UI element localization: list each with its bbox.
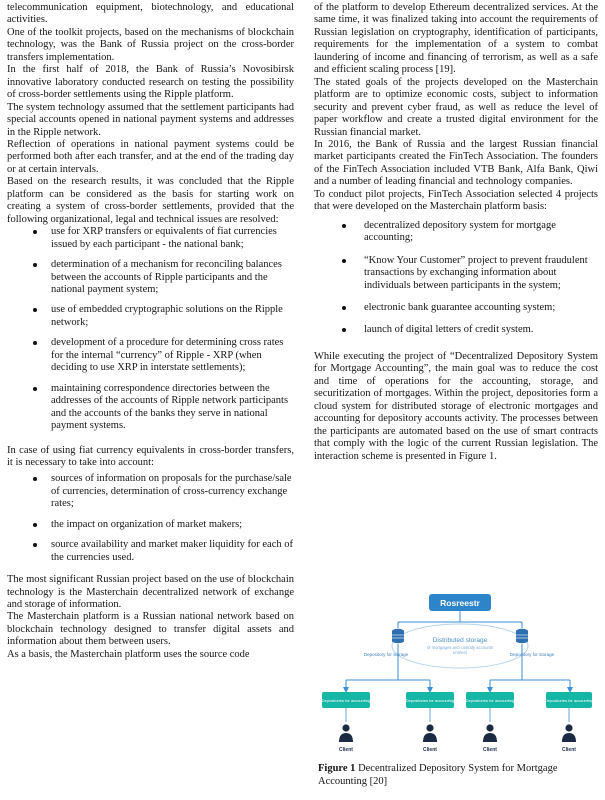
list-item: sources of information on proposals for the purchase/sale of currencies, determination of cross-currency exchange rates; <box>7 473 294 510</box>
paragraph: While executing the project of “Decentralized Depository System for Mortgage Accounting”, the main goal was to reduce the cost and time of operations for the accounting, storage, and securitization of mortgages. Within the project, depositories form a cloud system for distributed storage of electronic mortgages and accounting for depository accounts activity. The processes between the participants are automated based on the use of smart contracts that comply with the logic of the current Russian legislation. The interaction scheme is presented in Figure 1. <box>314 350 598 462</box>
paragraph: The most significant Russian project based on the use of blockchain technology is the Masterchain decentralized network of exchange and storage of information. <box>7 574 294 611</box>
depository-box-label: Depositories for accounting <box>321 698 371 703</box>
figure-caption-text: Decentralized Depository System for Mortgage Accounting [20] <box>318 763 558 787</box>
list-item: maintaining correspondence directories between the addresses of the accounts of Ripple network participants and the accounts of the banks they serve in national payment systems. <box>7 383 294 433</box>
storage-title: Distributed storage <box>432 637 488 644</box>
list-item: launch of digital letters of credit system. <box>314 324 598 336</box>
database-icon <box>516 629 528 643</box>
list-item: source availability and market maker liquidity for each of the currencies used. <box>7 539 294 564</box>
list-item: “Know Your Customer” project to prevent fraudulent transactions by exchanging information about individuals between participants in the system; <box>314 255 598 292</box>
paragraph: In case of using fiat currency equivalents in cross-border transfers, it is necessary to take into account: <box>7 444 294 468</box>
depository-box-label: Depositories for accounting <box>544 698 594 703</box>
right-column <box>314 2 598 463</box>
bullet-list-considerations <box>7 473 294 564</box>
person-icon <box>562 724 576 742</box>
depository-box-label: Depositories for accounting <box>465 698 515 703</box>
storage-subtitle: of mortgages and custody accounts <box>426 645 494 650</box>
figure-caption-label: Figure 1 <box>318 763 356 774</box>
list-item: development of a procedure for determining cross rates for the internal “currency” of Ripple - XRP (when deciding to use XRP in interstate settlements); <box>7 337 294 374</box>
depository-box-label: Depositories for accounting <box>405 698 455 703</box>
paragraph: of the platform to develop Ethereum decentralized services. At the same time, it was finalized taking into account the requirements of Russian legislation on cryptography, identification of participants, requirements for the implementation of a system to combat laundering of income and financing of terrorism, as well as a safe and efficient scaling process [19]. <box>314 2 598 76</box>
depository-storage-label: Depository for storage <box>363 652 409 657</box>
paragraph: As a basis, the Masterchain platform uses the source code <box>7 648 250 660</box>
person-icon <box>339 724 353 742</box>
paragraph: In 2016, the Bank of Russia and the largest Russian financial market participants created the FinTech Association. The founders of the FinTech Association included VTB Bank, Alfa Bank, Qiwi and a number of leading financial and technology companies. <box>314 138 598 188</box>
paragraph: Based on the research results, it was concluded that the Ripple platform can be considered as the basis for starting work on creating a system of cross-border settlements, provided that the following organizational, legal and technical issues are resolved: <box>7 176 294 225</box>
client-label: Client <box>562 747 576 753</box>
person-icon <box>423 724 437 742</box>
left-column <box>7 2 294 661</box>
paragraph: The system technology assumed that the settlement participants had special accounts opened in national payment systems and addresses in the Ripple network. <box>7 101 294 138</box>
paragraph: One of the toolkit projects, based on the mechanisms of blockchain technology, was the Bank of Russia project on the cross-border transfers implementation. <box>7 26 294 63</box>
list-item: the impact on organization of market makers; <box>7 519 294 531</box>
paragraph: The Masterchain platform is a Russian national network based on blockchain technology designed to transfer digital assets and information about them between users. <box>7 611 294 648</box>
list-item: use for XRP transfers or equivalents of fiat currencies issued by each participant - the national bank; <box>7 226 294 251</box>
list-item: use of embedded cryptographic solutions on the Ripple network; <box>7 304 294 329</box>
paragraph: Reflection of operations in national payment systems could be performed both after each transfer, and at the end of the trading day or at certain intervals. <box>7 138 294 175</box>
client-label: Client <box>423 747 437 753</box>
rosreestr-label: Rosreestr <box>440 598 480 608</box>
figure-caption <box>318 763 588 788</box>
client-label: Client <box>339 747 353 753</box>
person-icon <box>483 724 497 742</box>
paragraph: telecommunication equipment, biotechnology, and educational activities. <box>7 2 294 26</box>
paragraph: The stated goals of the projects developed on the Masterchain platform are to optimize economic costs, subject to information security and prevent cyber fraud, as well as reduce the level of paper workflow and create a trusted digital environment for the Russian financial market. <box>314 76 598 138</box>
bullet-list-projects <box>314 220 598 337</box>
list-item: determination of a mechanism for reconciling balances between the accounts of Ripple participants and the national payment system; <box>7 259 294 296</box>
database-icon <box>392 629 404 643</box>
paragraph: In the first half of 2018, the Bank of Russia’s Novosibirsk innovative laboratory conducted research on testing the possibility of cross-border settlements using the Ripple platform. <box>7 64 294 101</box>
storage-subtitle: entries) <box>453 650 467 655</box>
list-item: decentralized depository system for mortgage accounting; <box>314 220 598 245</box>
list-item: electronic bank guarantee accounting system; <box>314 302 598 314</box>
depository-storage-label: Depository for storage <box>509 652 555 657</box>
figure-diagram <box>318 590 596 758</box>
client-label: Client <box>483 747 497 753</box>
bullet-list-issues <box>7 226 294 432</box>
paragraph: To conduct pilot projects, FinTech Association selected 4 projects that were developed on the Masterchain platform basis: <box>314 188 598 213</box>
